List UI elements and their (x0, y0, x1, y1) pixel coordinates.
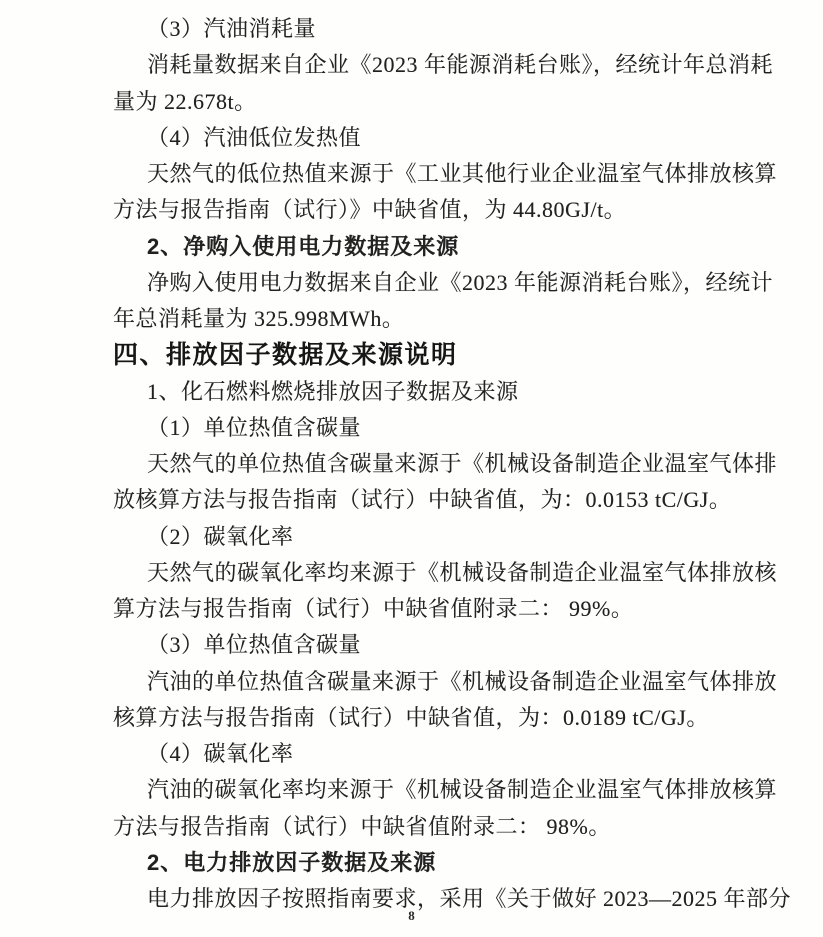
paragraph-line: 汽油的碳氧化率均来源于《机械设备制造企业温室气体排放核算 (147, 777, 778, 803)
paragraph-line: 消耗量数据来自企业《2023 年能源消耗台账》，经统计年总消耗 (147, 52, 774, 78)
paragraph-line: 电力排放因子按照指南要求，采用《关于做好 2023—2025 年部分 (147, 886, 792, 911)
paragraph-line: 算方法与报告指南（试行）中缺省值附录二： 99%。 (113, 596, 634, 621)
paragraph-line: 核算方法与报告指南（试行）中缺省值，为：0.0189 tC/GJ。 (113, 704, 709, 730)
subsection-title: （4）汽油低位发热值 (147, 124, 362, 150)
subsection-title: 2、净购入使用电力数据及来源 (147, 233, 460, 259)
page-number: 8 (408, 908, 415, 923)
subsection-title: （3）汽油消耗量 (147, 16, 317, 41)
document-body (113, 11, 792, 917)
subsection-title: 1、化石燃料燃烧排放因子数据及来源 (147, 378, 519, 404)
subsection-title: （4）碳氧化率 (147, 741, 294, 766)
subsection-title: （1）单位热值含碳量 (147, 414, 362, 440)
section-heading: 四、排放因子数据及来源说明 (113, 341, 458, 370)
paragraph-line: 天然气的单位热值含碳量来源于《机械设备制造企业温室气体排 (147, 451, 778, 476)
paragraph-line: 方法与报告指南（试行）中缺省值附录二： 98%。 (113, 813, 611, 839)
paragraph-line: 年总消耗量为 325.998MWh。 (113, 306, 405, 331)
paragraph-line: 天然气的碳氧化率均来源于《机械设备制造企业温室气体排放核 (147, 559, 778, 585)
paragraph-line: 汽油的单位热值含碳量来源于《机械设备制造企业温室气体排放 (147, 668, 778, 694)
subsection-title: 2、电力排放因子数据及来源 (147, 849, 437, 875)
paragraph-line: 量为 22.678t。 (113, 88, 257, 114)
subsection-title: （3）单位热值含碳量 (147, 632, 362, 658)
subsection-title: （2）碳氧化率 (147, 523, 294, 549)
paragraph-line: 放核算方法与报告指南（试行）中缺省值，为：0.0153 tC/GJ。 (113, 487, 732, 513)
paragraph-line: 净购入使用电力数据来自企业《2023 年能源消耗台账》，经统计 (147, 269, 774, 295)
paragraph-line: 天然气的低位热值来源于《工业其他行业企业温室气体排放核算 (147, 161, 778, 186)
paragraph-line: 方法与报告指南（试行）》中缺省值，为 44.80GJ/t。 (113, 197, 627, 223)
